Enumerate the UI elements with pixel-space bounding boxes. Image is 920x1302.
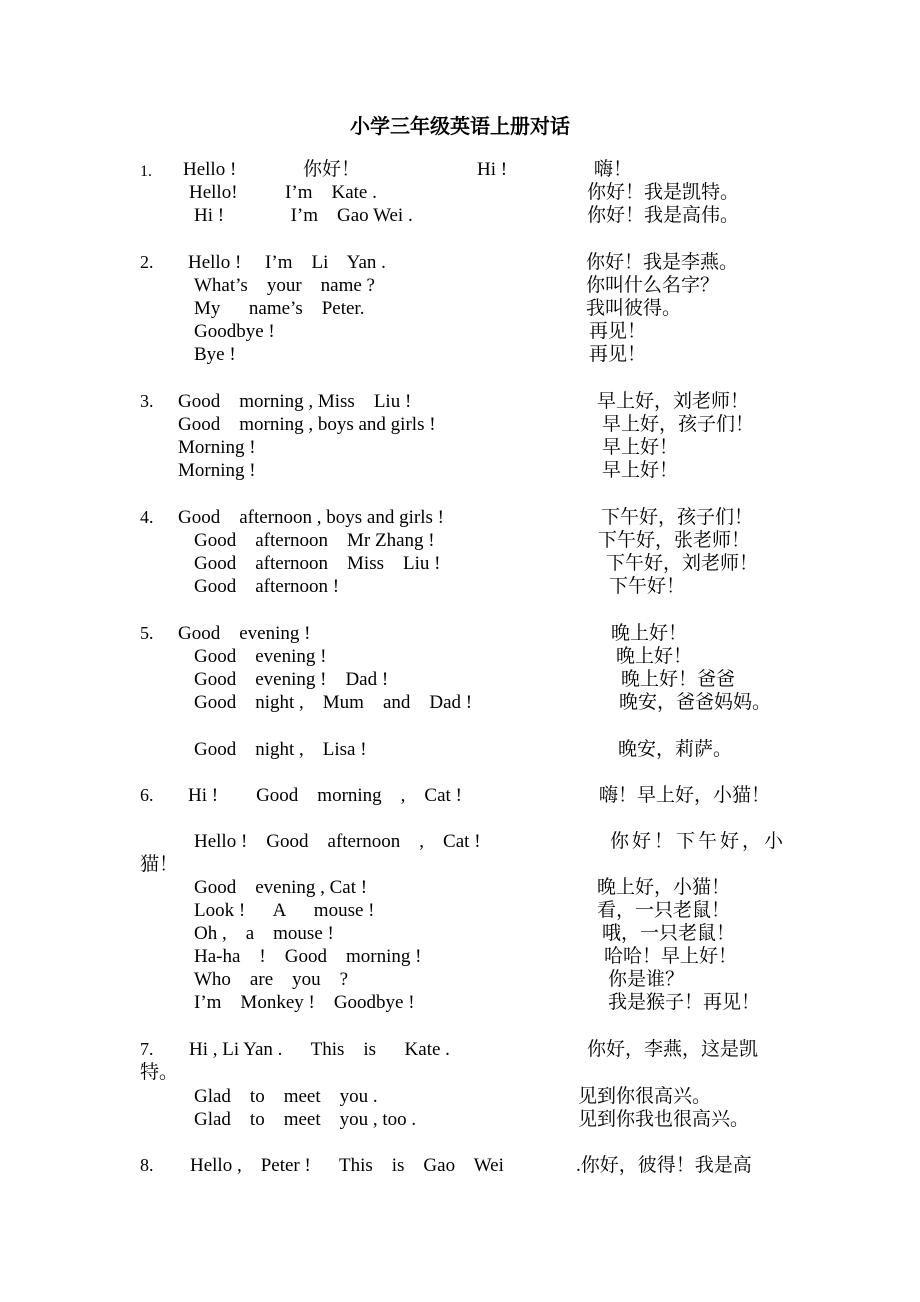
s2-line2-zh: 你叫什么名字？ (586, 275, 720, 296)
section-number-6: 6. (140, 785, 154, 805)
s1-line3-en: Hi ! I’m Gao Wei . (194, 205, 413, 226)
section-number-5: 5. (140, 623, 154, 643)
section-number-4: 4. (140, 507, 154, 527)
s5-line2-en: Good evening ! (194, 646, 327, 667)
s6-line7-en: Who are you ? (194, 969, 349, 990)
s4-line4-en: Good afternoon ! (194, 576, 340, 597)
page-title: 小学三年级英语上册对话 (350, 116, 570, 138)
section-number-1: 1. (140, 163, 152, 180)
s6-line2-wrap: 猫！ (140, 854, 179, 875)
s3-line4-zh: 早上好！ (602, 460, 679, 481)
s7-line1-wrap: 特。 (140, 1062, 179, 1083)
s8-line1-en: Hello , Peter ! This is Gao Wei (190, 1155, 504, 1176)
s4-line1-en: Good afternoon , boys and girls ! (178, 507, 444, 528)
s3-line2-en: Good morning , boys and girls ! (178, 414, 436, 435)
s5-line4-en: Good night , Mum and Dad ! (194, 692, 473, 713)
s1-line1-zh-a: 你好！ (303, 159, 361, 180)
s1-line3-zh: 你好！我是高伟。 (587, 205, 740, 226)
s6-line1-zh: 嗨！早上好，小猫！ (599, 785, 771, 806)
s3-line3-en: Morning ! (178, 437, 256, 458)
s6-line4-zh: 看，一只老鼠！ (597, 900, 731, 921)
section-number-3: 3. (140, 391, 154, 411)
s6-line5-en: Oh , a mouse ! (194, 923, 334, 944)
s3-line2-zh: 早上好，孩子们！ (602, 414, 755, 435)
s5-line5-zh: 晚安，莉萨。 (618, 739, 733, 760)
section-number-2: 2. (140, 252, 154, 272)
s2-line1-en: Hello ! I’m Li Yan . (188, 252, 386, 273)
s5-line4-zh: 晚安，爸爸妈妈。 (619, 692, 772, 713)
s6-line3-zh: 晚上好，小猫！ (597, 877, 731, 898)
s3-line1-zh: 早上好，刘老师！ (597, 391, 750, 412)
section-number-7: 7. (140, 1039, 154, 1059)
section-number-8: 8. (140, 1155, 154, 1175)
s5-line5-en: Good night , Lisa ! (194, 739, 367, 760)
s3-line1-en: Good morning , Miss Liu ! (178, 391, 412, 412)
s6-line6-en: Ha-ha ! Good morning ! (194, 946, 422, 967)
s6-line4-en: Look ! A mouse ! (194, 900, 375, 921)
s4-line2-en: Good afternoon Mr Zhang ! (194, 530, 435, 551)
s2-line3-en: My name’s Peter. (194, 298, 365, 319)
s2-line4-en: Goodbye ! (194, 321, 275, 342)
s1-line2-en: Hello! I’m Kate . (189, 182, 377, 203)
s6-line8-zh: 我是猴子！再见！ (608, 992, 761, 1013)
s3-line4-en: Morning ! (178, 460, 256, 481)
s5-line1-en: Good evening ! (178, 623, 311, 644)
s2-line2-en: What’s your name ? (194, 275, 375, 296)
s5-line3-zh: 晚上好！爸爸 (621, 669, 736, 690)
s7-line3-zh: 见到你我也很高兴。 (578, 1109, 750, 1130)
s5-line1-zh: 晚上好！ (611, 623, 688, 644)
s1-line1-en-b: Hi ! (477, 159, 508, 180)
s7-line1-en: Hi , Li Yan . This is Kate . (189, 1039, 450, 1060)
s7-line1-zh: 你好，李燕，这是凯 (587, 1039, 759, 1060)
s3-line3-zh: 早上好！ (602, 437, 679, 458)
s2-line5-zh: 再见！ (589, 344, 647, 365)
s6-line7-zh: 你是谁？ (608, 969, 685, 990)
s6-line2-en: Hello ! Good afternoon , Cat ! (194, 831, 481, 852)
s7-line2-en: Glad to meet you . (194, 1086, 378, 1107)
s5-line2-zh: 晚上好！ (616, 646, 693, 667)
s6-line6-zh: 哈哈！早上好！ (604, 946, 738, 967)
s6-line5-zh: 哦，一只老鼠！ (602, 923, 736, 944)
s4-line1-zh: 下午好，孩子们！ (601, 507, 754, 528)
s2-line3-zh: 我叫彼得。 (586, 298, 682, 319)
s4-line3-en: Good afternoon Miss Liu ! (194, 553, 441, 574)
s2-line1-zh: 你好！我是李燕。 (586, 252, 739, 273)
s6-line2-zh: 你好！下午好，小 (610, 831, 787, 852)
s5-line3-en: Good evening ! Dad ! (194, 669, 389, 690)
s2-line4-zh: 再见！ (589, 321, 647, 342)
s6-line8-en: I’m Monkey ! Goodbye ! (194, 992, 415, 1013)
s7-line2-zh: 见到你很高兴。 (578, 1086, 712, 1107)
s7-line3-en: Glad to meet you , too . (194, 1109, 417, 1130)
s6-line3-en: Good evening , Cat ! (194, 877, 368, 898)
s1-line1-zh-b: 嗨！ (594, 159, 633, 180)
s8-line1-zh: .你好，彼得！我是高 (576, 1155, 752, 1176)
s1-line2-zh: 你好！我是凯特。 (587, 182, 740, 203)
s4-line2-zh: 下午好，张老师！ (598, 530, 751, 551)
s6-line1-en: Hi ! Good morning , Cat ! (188, 785, 462, 806)
s4-line3-zh: 下午好，刘老师！ (606, 553, 759, 574)
s2-line5-en: Bye ! (194, 344, 236, 365)
s4-line4-zh: 下午好！ (609, 576, 686, 597)
s1-line1-en-a: Hello ! (183, 159, 237, 180)
